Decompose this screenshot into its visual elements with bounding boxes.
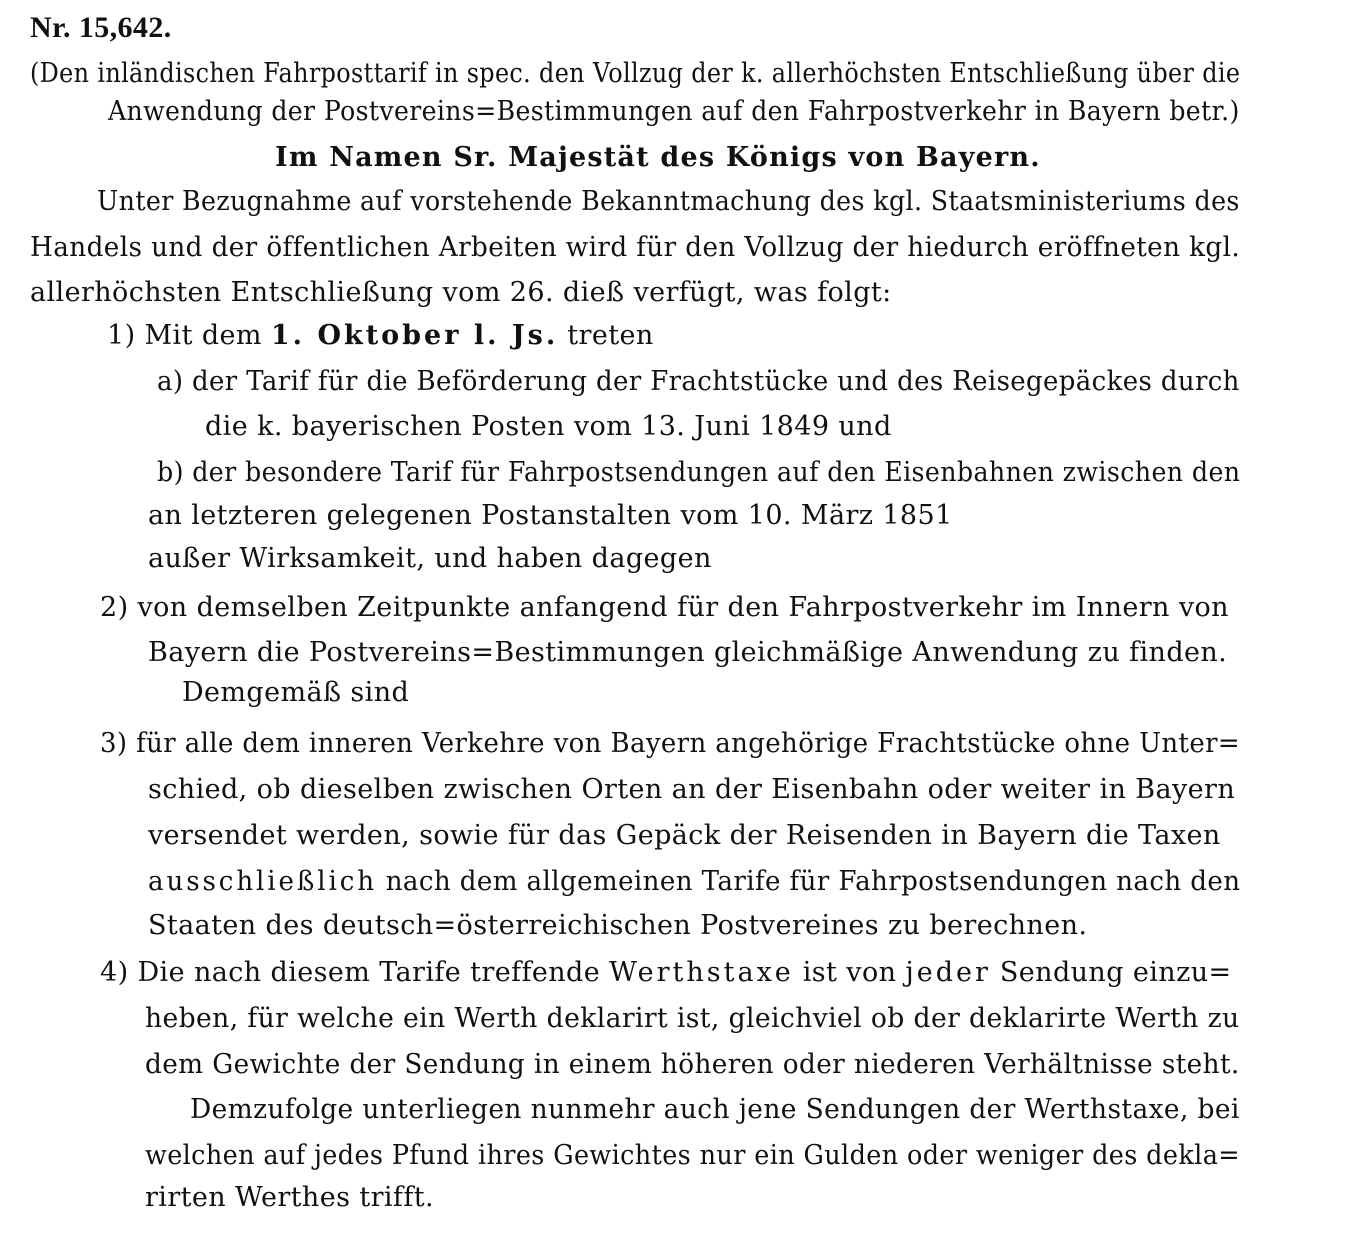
item-2-line-2: Bayern die Postvereins=Bestimmungen gleichmäßige Anwendung zu finden. [148,637,1228,668]
item-4-prefix: Die nach diesem Tarife treffende [137,957,601,988]
transition-text: Demgemäß sind [182,677,410,708]
item-1-date: 1. Oktober l. Js. [270,320,559,351]
item-2-marker: 2) [100,592,129,623]
item-1b-marker: b) [157,457,184,488]
item-3-marker: 3) [100,728,128,759]
item-1b-text-1: der besondere Tarif für Fahrpostsendungen auf den Eisenbahnen zwischen den [192,457,1241,488]
item-3-line-2: schied, ob dieselben zwischen Orten an der Eisenbahn oder weiter in Bayern [148,774,1236,805]
item-1b-line-1 [157,457,1240,489]
heading: Im Namen Sr. Majestät des Königs von Bayern. [275,142,1041,173]
intro-line-1: Unter Bezugnahme auf vorstehende Bekanntmachung des kgl. Staatsministeriums des [97,186,1240,217]
item-4-werthstaxe: Werthstaxe [609,957,794,988]
intro-line-3: allerhöchsten Entschließung vom 26. dieß verfügt, was folgt: [30,277,892,308]
subject-line-2: Anwendung der Postvereins=Bestimmungen auf den Fahrpostverkehr in Bayern betr.) [108,96,1240,127]
item-3-text-4: nach dem allgemeinen Tarife für Fahrpostsendungen nach den [385,866,1241,897]
item-1-line [107,320,654,352]
subject-text-1: (Den inländischen Fahrposttarif in spec. den Vollzug der k. allerhöchsten Entschließung über die [30,58,1241,89]
item-2-text-1: von demselben Zeitpunkte anfangend für den Fahrpostverkehr im Innern von [137,592,1229,623]
item-1-suffix: treten [567,320,654,351]
item-3-line-3: versendet werden, sowie für das Gepäck der Reisenden in Bayern die Taxen [148,820,1221,851]
item-3-line-1 [100,728,1240,760]
item-4-jeder: jeder [905,957,991,988]
item-1a-line-1 [157,366,1240,398]
item-1a-marker: a) [157,366,184,397]
conclusion-line-2: welchen auf jedes Pfund ihres Gewichtes nur ein Gulden oder weniger des dekla= [145,1140,1240,1171]
intro-line-2: Handels und der öffentlichen Arbeiten wird für den Vollzug der hiedurch eröffneten kgl. [30,232,1241,263]
subject-line-1 [30,58,1241,90]
conclusion-line-1: Demzufolge unterliegen nunmehr auch jene Sendungen der Werthstaxe, bei [190,1094,1240,1125]
item-4-suffix: Sendung einzu= [999,957,1232,988]
item-1a-text-1: der Tarif für die Beförderung der Frachtstücke und des Reisegepäckes durch [192,366,1240,397]
document-number: Nr. 15,642. [30,11,172,44]
item-4-marker: 4) [100,957,129,988]
item-1-marker: 1) [107,320,136,351]
item-2-line-1 [100,592,1229,624]
item-3-line-4 [148,866,1240,898]
item-4-line-3: dem Gewichte der Sendung in einem höheren oder niederen Verhältnisse steht. [145,1049,1240,1080]
item-4-line-1 [100,957,1232,989]
item-4-mid: ist von [802,957,897,988]
conclusion-line-3: rirten Werthes trifft. [145,1182,434,1213]
item-3-emphasis: ausschließlich [148,866,378,897]
item-1b-line-2: an letzteren gelegenen Postanstalten vom 10. März 1851 [148,500,953,531]
item-1-closing: außer Wirksamkeit, und haben dagegen [148,543,712,574]
item-1a-line-2: die k. bayerischen Posten vom 13. Juni 1849 und [205,411,892,442]
item-4-line-2: heben, für welche ein Werth deklarirt ist, gleichviel ob der deklarirte Werth zu [145,1003,1240,1034]
item-3-line-5: Staaten des deutsch=österreichischen Postvereines zu berechnen. [148,910,1088,941]
item-1-prefix: Mit dem [144,320,262,351]
item-3-text-1: für alle dem inneren Verkehre von Bayern angehörige Frachtstücke ohne Unter= [136,728,1241,759]
